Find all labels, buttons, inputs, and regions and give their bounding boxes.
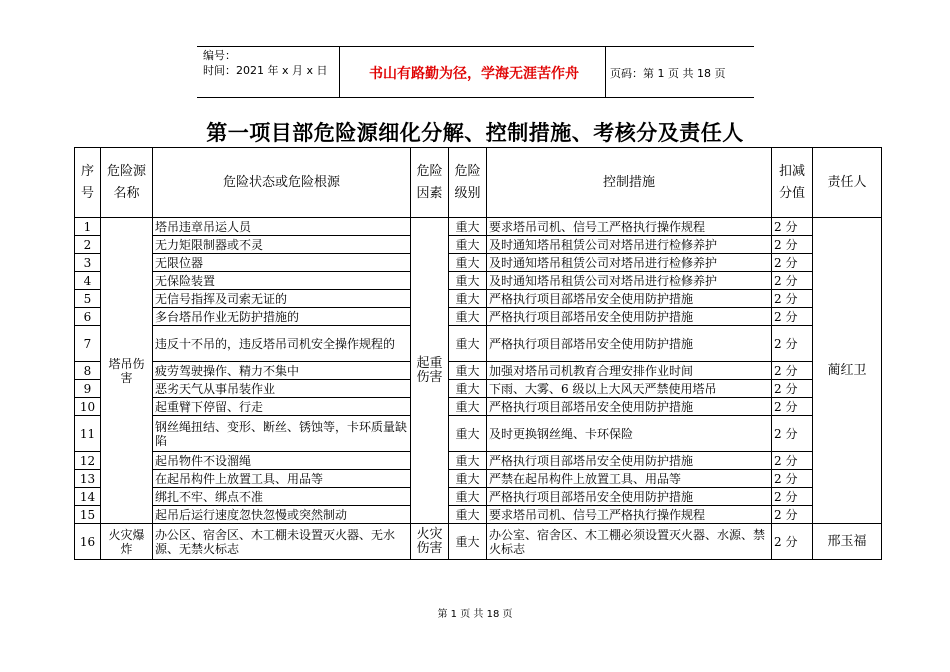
table-row: [75, 398, 882, 416]
hazard-state: 无保险装置: [153, 272, 411, 290]
header-source: 危险源名称: [101, 148, 153, 218]
hazard-level: 重大: [449, 524, 487, 560]
row-num: 7: [75, 326, 101, 362]
row-num: 1: [75, 218, 101, 236]
control-measure: 严格执行项目部塔吊安全使用防护措施: [487, 452, 772, 470]
deduction-score: 2 分: [772, 380, 813, 398]
table-row: [75, 380, 882, 398]
hazard-level: 重大: [449, 254, 487, 272]
hazard-level: 重大: [449, 290, 487, 308]
control-measure: 严格执行项目部塔吊安全使用防护措施: [487, 326, 772, 362]
row-num: 6: [75, 308, 101, 326]
hazard-state: 在起吊构件上放置工具、用品等: [153, 470, 411, 488]
hazard-state: 疲劳驾驶操作、精力不集中: [153, 362, 411, 380]
deduction-score: 2 分: [772, 416, 813, 452]
hazard-state: 起吊物件不设溜绳: [153, 452, 411, 470]
control-measure: 加强对塔吊司机教育合理安排作业时间: [487, 362, 772, 380]
hazard-table: [74, 147, 882, 560]
table-row: [75, 254, 882, 272]
control-measure: 及时通知塔吊租赁公司对塔吊进行检修养护: [487, 254, 772, 272]
responsible-person: 邢玉福: [813, 524, 882, 560]
hazard-level: 重大: [449, 416, 487, 452]
doc-number-label: 编号：: [203, 49, 236, 62]
deduction-score: 2 分: [772, 326, 813, 362]
header-meta: [203, 48, 328, 78]
deduction-score: 2 分: [772, 524, 813, 560]
hazard-state: 违反十不吊的，违反塔吊司机安全操作规程的: [153, 326, 411, 362]
table-row: [75, 488, 882, 506]
header-level: 危险级别: [449, 148, 487, 218]
hazard-state: 多台塔吊作业无防护措施的: [153, 308, 411, 326]
table-row: [75, 362, 882, 380]
table-row: [75, 524, 882, 560]
control-measure: 办公室、宿舍区、木工棚必须设置灭火器、水源、禁火标志: [487, 524, 772, 560]
hazard-state: 无力矩限制器或不灵: [153, 236, 411, 254]
header-page-info: 页码：第 1 页 共 18 页: [610, 67, 726, 80]
control-measure: 要求塔吊司机、信号工严格执行操作规程: [487, 506, 772, 524]
header-divider: [339, 46, 340, 97]
control-measure: 严格执行项目部塔吊安全使用防护措施: [487, 308, 772, 326]
control-measure: 要求塔吊司机、信号工严格执行操作规程: [487, 218, 772, 236]
table-row: [75, 452, 882, 470]
deduction-score: 2 分: [772, 254, 813, 272]
hazard-state: 办公区、宿舍区、木工棚未设置灭火器、无水源、无禁火标志: [153, 524, 411, 560]
table-row: [75, 506, 882, 524]
deduction-score: 2 分: [772, 398, 813, 416]
hazard-factor: 起重伤害: [411, 218, 449, 524]
control-measure: 及时通知塔吊租赁公司对塔吊进行检修养护: [487, 272, 772, 290]
row-num: 2: [75, 236, 101, 254]
table-row: [75, 308, 882, 326]
row-num: 11: [75, 416, 101, 452]
header-state: 危险状态或危险根源: [153, 148, 411, 218]
control-measure: 及时更换钢丝绳、卡环保险: [487, 416, 772, 452]
hazard-state: 起吊后运行速度忽快忽慢或突然制动: [153, 506, 411, 524]
header-measure: 控制措施: [487, 148, 772, 218]
hazard-level: 重大: [449, 218, 487, 236]
hazard-level: 重大: [449, 470, 487, 488]
table-row: [75, 290, 882, 308]
deduction-score: 2 分: [772, 488, 813, 506]
deduction-score: 2 分: [772, 362, 813, 380]
hazard-state: 起重臂下停留、行走: [153, 398, 411, 416]
deduction-score: 2 分: [772, 470, 813, 488]
hazard-level: 重大: [449, 326, 487, 362]
control-measure: 严禁在起吊构件上放置工具、用品等: [487, 470, 772, 488]
hazard-level: 重大: [449, 362, 487, 380]
hazard-level: 重大: [449, 236, 487, 254]
control-measure: 严格执行项目部塔吊安全使用防护措施: [487, 398, 772, 416]
header-divider: [605, 46, 606, 97]
deduction-score: 2 分: [772, 236, 813, 254]
header-num: 序号: [75, 148, 101, 218]
hazard-state: 绑扎不牢、绑点不准: [153, 488, 411, 506]
deduction-score: 2 分: [772, 272, 813, 290]
deduction-score: 2 分: [772, 452, 813, 470]
table-row: [75, 236, 882, 254]
hazard-source: 火灾爆炸: [101, 524, 153, 560]
hazard-level: 重大: [449, 398, 487, 416]
control-measure: 严格执行项目部塔吊安全使用防护措施: [487, 290, 772, 308]
hazard-state: 无限位器: [153, 254, 411, 272]
page-title: 第一项目部危险源细化分解、控制措施、考核分及责任人: [206, 121, 744, 145]
table-row: [75, 416, 882, 452]
row-num: 3: [75, 254, 101, 272]
table-header-row: [75, 148, 882, 218]
row-num: 12: [75, 452, 101, 470]
hazard-level: 重大: [449, 488, 487, 506]
hazard-level: 重大: [449, 272, 487, 290]
control-measure: 及时通知塔吊租赁公司对塔吊进行检修养护: [487, 236, 772, 254]
hazard-factor: 火灾伤害: [411, 524, 449, 560]
row-num: 4: [75, 272, 101, 290]
table-row: [75, 470, 882, 488]
row-num: 5: [75, 290, 101, 308]
deduction-score: 2 分: [772, 308, 813, 326]
hazard-state: 钢丝绳扭结、变形、断丝、锈蚀等，卡环质量缺陷: [153, 416, 411, 452]
row-num: 16: [75, 524, 101, 560]
control-measure: 下雨、大雾、6 级以上大风天严禁使用塔吊: [487, 380, 772, 398]
hazard-state: 塔吊违章吊运人员: [153, 218, 411, 236]
hazard-level: 重大: [449, 506, 487, 524]
hazard-level: 重大: [449, 452, 487, 470]
control-measure: 严格执行项目部塔吊安全使用防护措施: [487, 488, 772, 506]
row-num: 10: [75, 398, 101, 416]
hazard-level: 重大: [449, 308, 487, 326]
row-num: 8: [75, 362, 101, 380]
header-score: 扣减分值: [772, 148, 813, 218]
hazard-level: 重大: [449, 380, 487, 398]
page-footer: 第 1 页 共 18 页: [437, 609, 513, 620]
hazard-state: 无信号指挥及司索无证的: [153, 290, 411, 308]
table-row: [75, 218, 882, 236]
responsible-person: 蔺红卫: [813, 218, 882, 524]
hazard-source: 塔吊伤害: [101, 218, 153, 524]
row-num: 15: [75, 506, 101, 524]
row-num: 9: [75, 380, 101, 398]
header-motto: 书山有路勤为径，学海无涯苦作舟: [369, 66, 579, 82]
table-row: [75, 272, 882, 290]
header-person: 责任人: [813, 148, 882, 218]
deduction-score: 2 分: [772, 218, 813, 236]
table-row: [75, 326, 882, 362]
doc-time-label: 时间：2021 年 x 月 x 日: [203, 64, 328, 77]
header-factor: 危险因素: [411, 148, 449, 218]
deduction-score: 2 分: [772, 290, 813, 308]
deduction-score: 2 分: [772, 506, 813, 524]
row-num: 13: [75, 470, 101, 488]
row-num: 14: [75, 488, 101, 506]
hazard-state: 恶劣天气从事吊装作业: [153, 380, 411, 398]
